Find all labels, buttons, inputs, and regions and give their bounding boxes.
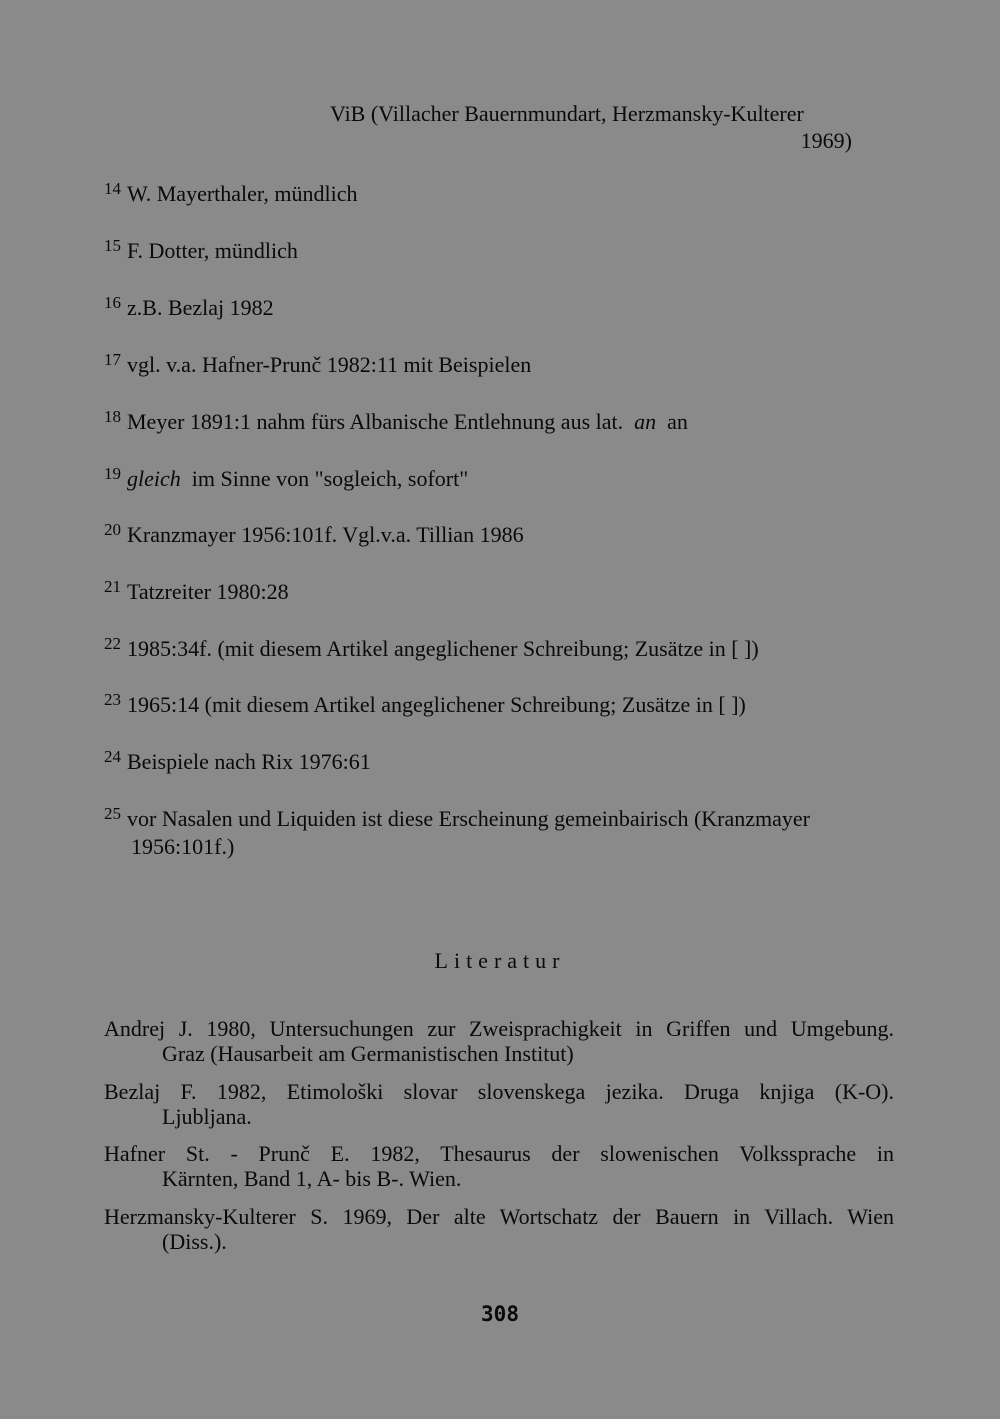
footnote-text-after: im Sinne von "sogleich, sofort" (191, 466, 469, 491)
footnote-number: 16 (104, 293, 121, 312)
footnote-16 (104, 295, 904, 323)
footnote-17 (104, 352, 904, 380)
reference-entry (104, 1016, 894, 1066)
footnote-20 (104, 522, 904, 550)
reference-line-2: Graz (Hausarbeit am Germanistischen Institut) (162, 1041, 574, 1066)
reference-line-2: (Diss.). (162, 1229, 227, 1254)
reference-entry (104, 1079, 894, 1129)
footnote-number: 17 (104, 350, 121, 369)
footnote-italic-word: an (634, 409, 657, 434)
footnote-number: 21 (104, 577, 121, 596)
reference-line-1: Andrej J. 1980, Untersuchungen zur Zweisprachigkeit in Griffen und Umgebung. (104, 1016, 894, 1041)
footnote-number: 24 (104, 747, 121, 766)
footnote-number: 15 (104, 236, 121, 255)
footnote-text-after: an (667, 409, 688, 434)
footnote-22 (104, 636, 904, 664)
footnote-text: vor Nasalen und Liquiden ist diese Erscheinung gemeinbairisch (Kranzmayer (127, 806, 810, 831)
footnote-number: 25 (104, 804, 121, 823)
reference-entry (104, 1141, 894, 1191)
footnote-number: 18 (104, 407, 121, 426)
footnote-24 (104, 749, 904, 777)
footnote-number: 23 (104, 690, 121, 709)
section-heading-literatur: Literatur (434, 948, 566, 973)
entry-line-1: ViB (Villacher Bauernmundart, Herzmansky-Kulterer (330, 101, 804, 126)
footnote-19 (104, 466, 904, 494)
footnote-text: vgl. v.a. Hafner-Prunč 1982:11 mit Beispielen (127, 352, 532, 377)
reference-line-2: Ljubljana. (162, 1104, 252, 1129)
footnote-text: W. Mayerthaler, mündlich (127, 181, 358, 206)
page-number: 308 (481, 1302, 519, 1326)
footnote-text: Meyer 1891:1 nahm fürs Albanische Entlehnung aus lat. (127, 409, 624, 434)
reference-line-1: Bezlaj F. 1982, Etimološki slovar slovenskega jezika. Druga knjiga (K-O). (104, 1079, 894, 1104)
footnote-text: 1985:34f. (mit diesem Artikel angeglichener Schreibung; Zusätze in [ ]) (127, 636, 759, 661)
footnote-25 (104, 806, 904, 860)
footnote-text: Beispiele nach Rix 1976:61 (127, 749, 371, 774)
footnote-14 (104, 181, 904, 209)
footnote-18 (104, 409, 904, 437)
footnote-text: z.B. Bezlaj 1982 (127, 295, 274, 320)
footnote-number: 22 (104, 634, 121, 653)
footnote-21 (104, 579, 904, 607)
footnote-number: 14 (104, 179, 121, 198)
footnote-continuation: 1956:101f.) (131, 834, 235, 859)
footnote-text: Tatzreiter 1980:28 (127, 579, 289, 604)
footnote-15 (104, 238, 904, 266)
footnote-number: 20 (104, 520, 121, 539)
entry-line-2: 1969) (800, 128, 852, 153)
footnote-italic-word: gleich (127, 466, 181, 491)
footnote-text: F. Dotter, mündlich (127, 238, 298, 263)
reference-entry (104, 1204, 894, 1254)
continued-abbreviation-entry (330, 100, 852, 154)
footnote-text: Kranzmayer 1956:101f. Vgl.v.a. Tillian 1986 (127, 522, 524, 547)
reference-line-2: Kärnten, Band 1, A- bis B-. Wien. (162, 1166, 462, 1191)
footnote-number: 19 (104, 464, 121, 483)
reference-line-1: Herzmansky-Kulterer S. 1969, Der alte Wortschatz der Bauern in Villach. Wien (104, 1204, 894, 1229)
footnote-23 (104, 692, 904, 720)
reference-line-1: Hafner St. - Prunč E. 1982, Thesaurus der slowenischen Volkssprache in (104, 1141, 894, 1166)
footnote-text: 1965:14 (mit diesem Artikel angeglichener Schreibung; Zusätze in [ ]) (127, 692, 746, 717)
